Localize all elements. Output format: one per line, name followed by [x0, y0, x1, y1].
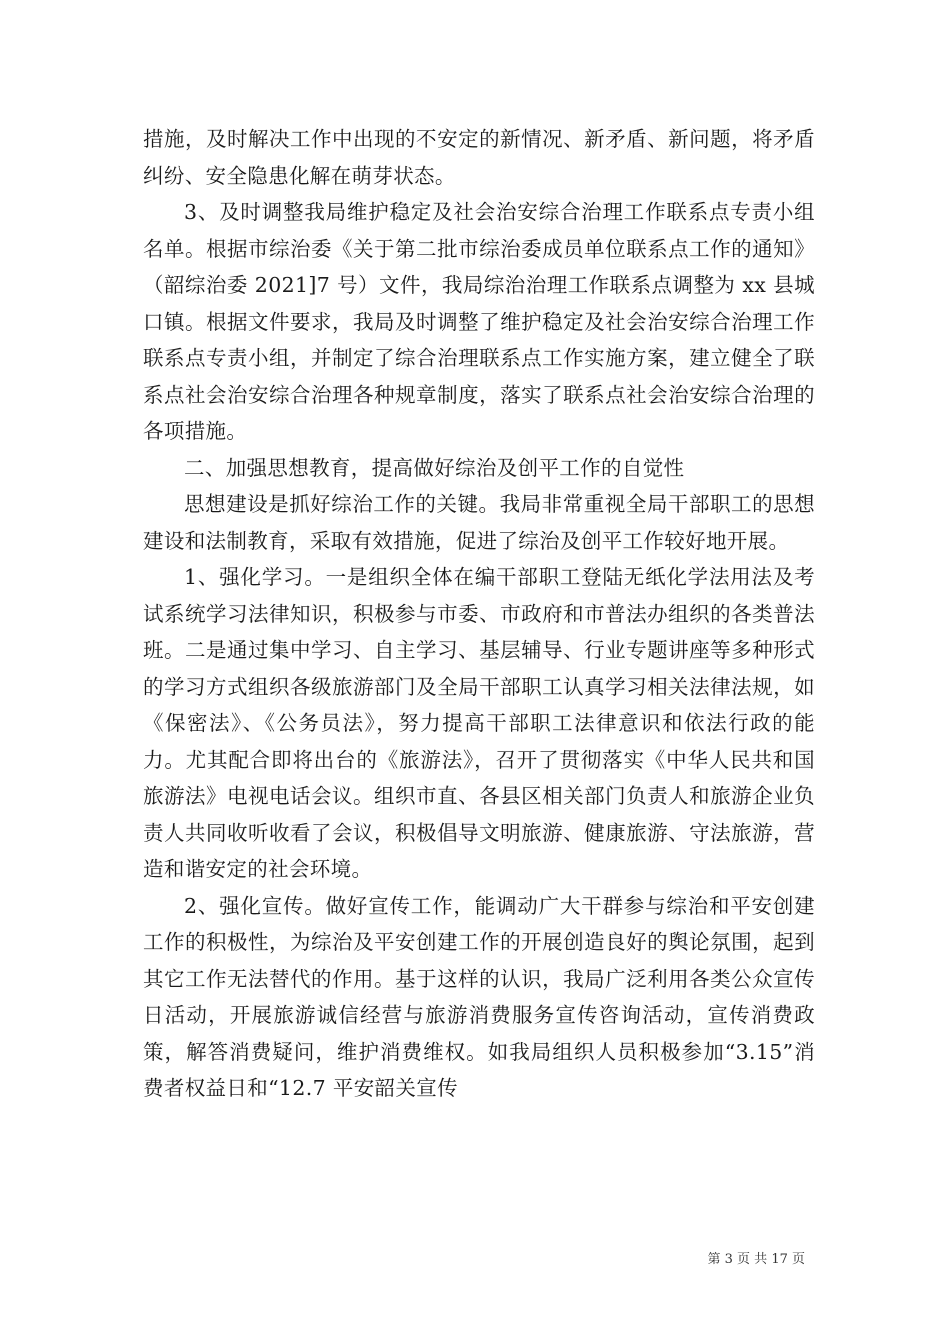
document-body: [143, 121, 815, 1107]
paragraph-ideological-construction: 思想建设是抓好综治工作的关键。我局非常重视全局干部职工的思想建设和法制教育，采取有效措施，促进了综治及创平工作较好地开展。: [143, 492, 815, 553]
paragraph-item-1-study: 1、强化学习。一是组织全体在编干部职工登陆无纸化学法用法及考试系统学习法律知识，积极参与市委、市政府和市普法办组织的各类普法班。二是通过集中学习、自主学习、基层辅导、行业专题讲座等多种形式的学习方式组织各级旅游部门及全局干部职工认真学习相关法律法规，如《保密法》、《公务员法》，努力提高干部职工法律意识和依法行政的能力。尤其配合即将出台的《旅游法》，召开了贯彻落实《中华人民共和国旅游法》电视电话会议。组织市直、各县区相关部门负责人和旅游企业负责人共同收听收看了会议，积极倡导文明旅游、健康旅游、守法旅游，营造和谐安定的社会环境。: [143, 565, 815, 881]
page-number-footer: 第 3 页 共 17 页: [707, 1252, 805, 1267]
paragraph-continuation: 措施，及时解决工作中出现的不安定的新情况、新矛盾、新问题，将矛盾纠纷、安全隐患化解在萌芽状态。: [143, 127, 815, 188]
paragraph-item-2-publicity: 2、强化宣传。做好宣传工作，能调动广大干群参与综治和平安创建工作的积极性，为综治及平安创建工作的开展创造良好的舆论氛围，起到其它工作无法替代的作用。基于这样的认识，我局广泛利用各类公众宣传日活动，开展旅游诚信经营与旅游消费服务宣传咨询活动，宣传消费政策，解答消费疑问，维护消费维权。如我局组织人员积极参加“3.15”消费者权益日和“12.7 平安韶关宣传: [143, 893, 815, 1100]
section-heading-ideological-education: 二、加强思想教育，提高做好综治及创平工作的自觉性: [184, 455, 685, 480]
paragraph-item-3-contact-point: 3、及时调整我局维护稳定及社会治安综合治理工作联系点专责小组名单。根据市综治委《关于第二批市综治委成员单位联系点工作的通知》（韶综治委 2021]7 号）文件，我局综治治理工作联系点调整为 xx 县城口镇。根据文件要求，我局及时调整了维护稳定及社会治安综合治理工作联系点专责小组，并制定了综合治理联系点工作实施方案，建立健全了联系点社会治安综合治理各种规章制度，落实了联系点社会治安综合治理的各项措施。: [143, 200, 815, 443]
